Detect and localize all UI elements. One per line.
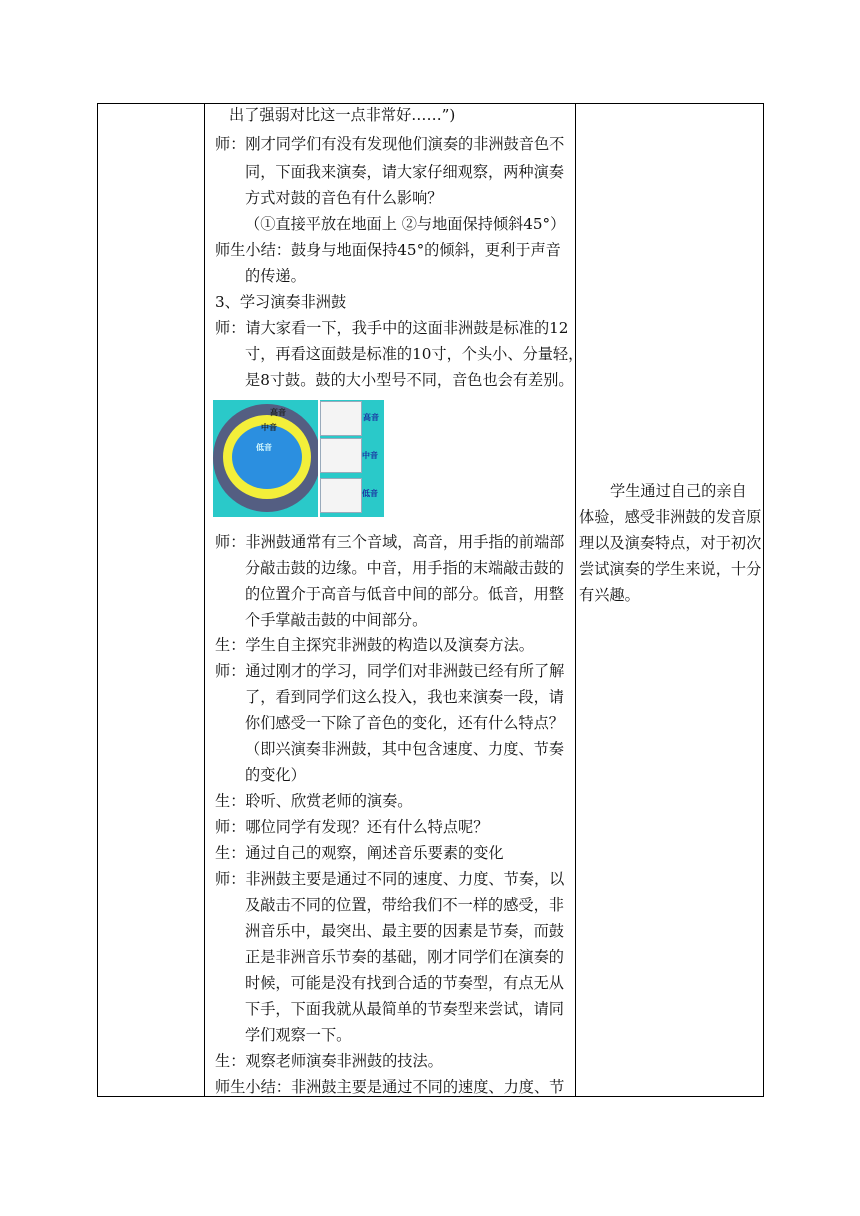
text-line: 及敲击不同的位置，带给我们不一样的感受，非 — [245, 896, 564, 914]
hand-low-image — [320, 478, 362, 513]
text-line: 师：通过刚才的学习，同学们对非洲鼓已经有所了解 — [215, 662, 565, 680]
text-line: （①直接平放在地面上 ②与地面保持倾斜45°） — [245, 215, 566, 233]
text-line: 师：非洲鼓通常有三个音域，高音，用手指的前端部 — [215, 533, 565, 551]
text-line: 分敲击鼓的边缘。中音，用手指的末端敲击鼓的 — [245, 559, 564, 577]
text-line: 生：聆听、欣赏老师的演奏。 — [215, 792, 413, 810]
ring-label-high: 高音 — [270, 408, 286, 417]
text-line: 了，看到同学们这么投入，我也来演奏一段，请 — [245, 688, 564, 706]
text-line: 师生小结：非洲鼓主要是通过不同的速度、力度、节 — [215, 1078, 565, 1096]
hand-label-high: 高音 — [363, 413, 379, 422]
text-line: 师：请大家看一下，我手中的这面非洲鼓是标准的12 — [215, 319, 569, 337]
hand-high-image — [320, 401, 362, 436]
text-line: 方式对鼓的音色有什么影响？ — [245, 189, 443, 207]
text-line: 生：学生自主探究非洲鼓的构造以及演奏方法。 — [215, 636, 534, 654]
drum-tone-diagram — [213, 400, 384, 517]
text-line: 正是非洲音乐节奏的基础，刚才同学们在演奏的 — [245, 948, 564, 966]
text-line: 生：观察老师演奏非洲鼓的技法。 — [215, 1052, 443, 1070]
text-line: 有兴趣。 — [579, 586, 640, 604]
table-border-right — [763, 103, 764, 1097]
ring-label-mid: 中音 — [261, 423, 277, 432]
text-line: 学们观察一下。 — [245, 1026, 352, 1044]
text-line: 的变化） — [245, 766, 306, 784]
text-line: 师：非洲鼓主要是通过不同的速度、力度、节奏，以 — [215, 870, 565, 888]
text-line: 同，下面我来演奏，请大家仔细观察，两种演奏 — [245, 163, 564, 181]
ring-label-low: 低音 — [256, 443, 272, 452]
hand-label-low: 低音 — [362, 489, 378, 498]
text-line: 出了强弱对比这一点非常好……”) — [229, 106, 456, 124]
text-line: 学生通过自己的亲自 — [610, 482, 747, 500]
text-line: 的位置介于高音与低音中间的部分。低音，用整 — [245, 585, 564, 603]
text-line: 师：哪位同学有发现？还有什么特点呢？ — [215, 818, 489, 836]
text-line: 个手掌敲击鼓的中间部分。 — [245, 611, 428, 629]
hand-label-mid: 中音 — [362, 451, 378, 460]
text-line: 生：通过自己的观察，阐述音乐要素的变化 — [215, 844, 504, 862]
text-line: 理以及演奏特点，对于初次 — [579, 534, 762, 552]
text-line: 师生小结：鼓身与地面保持45°的倾斜，更利于声音 — [215, 241, 561, 259]
text-line: 师：刚才同学们有没有发现他们演奏的非洲鼓音色不 — [215, 135, 565, 153]
inner-circle — [232, 425, 302, 489]
text-line: 尝试演奏的学生来说，十分 — [579, 560, 762, 578]
text-line: 寸，再看这面鼓是标准的10寸，个头小、分量轻， — [245, 345, 584, 363]
hand-mid-image — [320, 438, 362, 473]
text-line: （即兴演奏非洲鼓，其中包含速度、力度、节奏 — [245, 740, 564, 758]
text-line: 的传递。 — [245, 267, 306, 285]
column-divider-2 — [575, 103, 576, 1097]
column-divider-1 — [204, 103, 205, 1097]
text-line: 下手，下面我就从最简单的节奏型来尝试，请同 — [245, 1000, 564, 1018]
text-line: 是8寸鼓。鼓的大小型号不同，音色也会有差别。 — [245, 371, 574, 389]
text-line: 体验，感受非洲鼓的发音原 — [579, 508, 762, 526]
section-heading: 3、学习演奏非洲鼓 — [215, 293, 347, 311]
left-column-cell — [98, 104, 204, 1096]
text-line: 洲音乐中，最突出、最主要的因素是节奏，而鼓 — [245, 922, 564, 940]
text-line: 你们感受一下除了音色的变化，还有什么特点？ — [245, 714, 564, 732]
text-line: 时候，可能是没有找到合适的节奏型，有点无从 — [245, 974, 564, 992]
